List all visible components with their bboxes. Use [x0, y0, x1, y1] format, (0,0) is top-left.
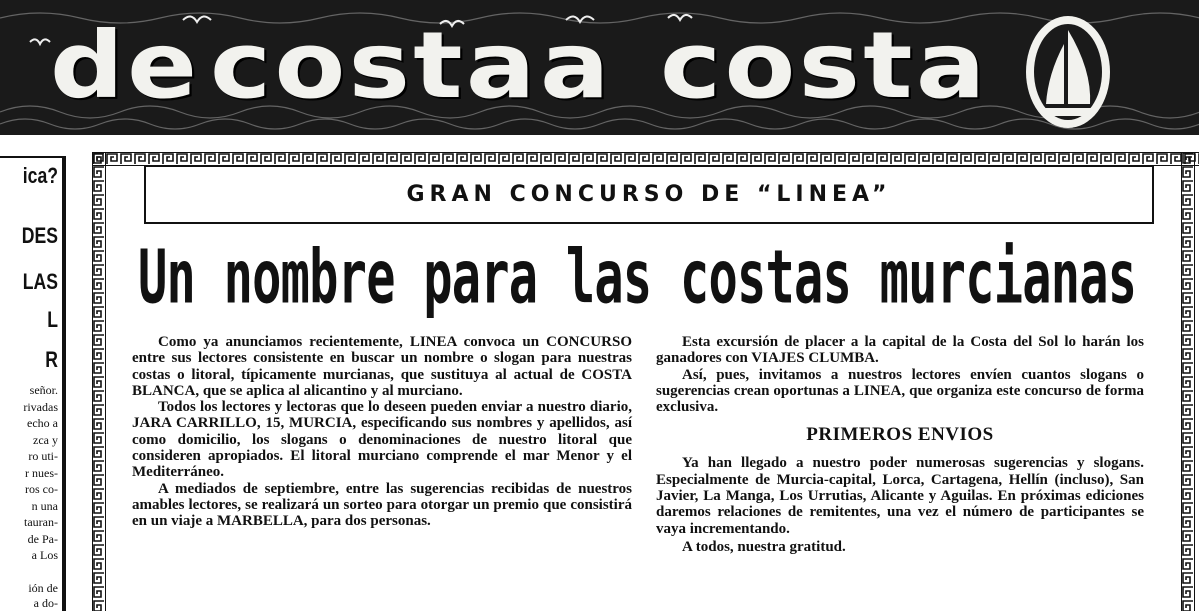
fragment-heading-4: L: [47, 307, 58, 332]
fragment-heading-1: ica?: [22, 163, 58, 188]
fragment-line: ros co-: [25, 482, 58, 496]
fragment-line: echo a: [27, 416, 58, 430]
greek-key-border-left: [92, 152, 106, 611]
paragraph: Esta excursión de placer a la capital de la Costa del Sol lo harán los ganadores con VIAJES CLUMBA.: [656, 334, 1144, 367]
masthead: [0, 0, 1199, 135]
fragment-line: ión de: [28, 580, 58, 595]
fragment-text-block: [0, 382, 58, 608]
fragment-line: zca y: [33, 432, 58, 447]
column-divider: [62, 156, 66, 611]
fragment-line: señor.: [29, 383, 58, 397]
sailboat-icon: [1026, 16, 1110, 128]
banner-title: GRAN CONCURSO DE “LINEA”: [406, 182, 892, 207]
masthead-word-a: a: [540, 12, 613, 119]
paragraph: Ya han llegado a nuestro poder numerosas sugerencias y slogans. Especialmente de Murcia-capital, Lorca, Cartagena, Hellín (incluso), San Javier, La Manga, Los Urrutias, Alicante y Aguilas. En próximas ediciones daremos relaciones de remitentes, una vez el número de participantes se vaya incrementando.: [656, 455, 1144, 537]
fragment-line: ro uti-: [28, 449, 58, 463]
paragraph: Como ya anunciamos recientemente, LINEA convoca un CONCURSO entre sus lectores consistente en buscar un nombre o slogan para nuestras costas o litoral, típicamente murcianas, que sustituya al actual de COSTA BLANCA, que se aplica al alicantino y al murciano.: [132, 334, 632, 399]
fragment-line: a do-: [33, 596, 58, 608]
greek-key-border-right: [1181, 152, 1195, 611]
fragment-heading-2: DES: [21, 223, 58, 248]
headline: [138, 230, 1158, 320]
paragraph: A todos, nuestra gratitud.: [682, 538, 846, 555]
article-column-right: [656, 334, 1144, 555]
column-rule: [0, 156, 62, 158]
article: [92, 152, 1199, 611]
contest-banner: [144, 166, 1154, 224]
fragment-line: r nues-: [25, 465, 58, 480]
fragment-line: a Los: [31, 548, 58, 562]
fragment-line: rivadas: [23, 399, 58, 414]
fragment-line: tauran-: [24, 515, 58, 529]
fragment-heading-5: R: [45, 347, 58, 372]
paragraph: Así, pues, invitamos a nuestros lectores envíen cuantos slogans o sugerencias crean oportunas a LINEA, que organiza este concurso de forma exclusiva.: [656, 366, 1144, 416]
headline-text: Un nombre para las costas murcianas: [138, 235, 1137, 321]
paragraph: Todos los lectores y lectoras que lo deseen pueden enviar a nuestro diario, JARA CARRILLO, 15, MURCIA, especificando sus nombres y apellidos, así como domicilio, los slogans o denominaciones de nuestro litoral que consideren apropiados. El litoral murciano comprende el mar Menor y el Mediterráneo.: [132, 399, 632, 481]
masthead-word-costa: costa: [210, 12, 539, 119]
subheading: PRIMEROS ENVIOS: [806, 424, 994, 446]
fragment-line: de Pa-: [27, 531, 58, 546]
fragment-line: n una: [31, 498, 58, 513]
article-column-left: [132, 334, 632, 530]
paragraph: A mediados de septiembre, entre las sugerencias recibidas de nuestros amables lectores, se realizará un sorteo para otorgar un premio que consistirá en un viaje a MARBELLA, para dos personas.: [132, 480, 632, 530]
masthead-word-costa-2: costa: [660, 12, 989, 119]
greek-key-border-top: [92, 152, 1199, 166]
fragment-heading-3: LAS: [22, 269, 58, 294]
masthead-word-de: de: [50, 12, 201, 119]
